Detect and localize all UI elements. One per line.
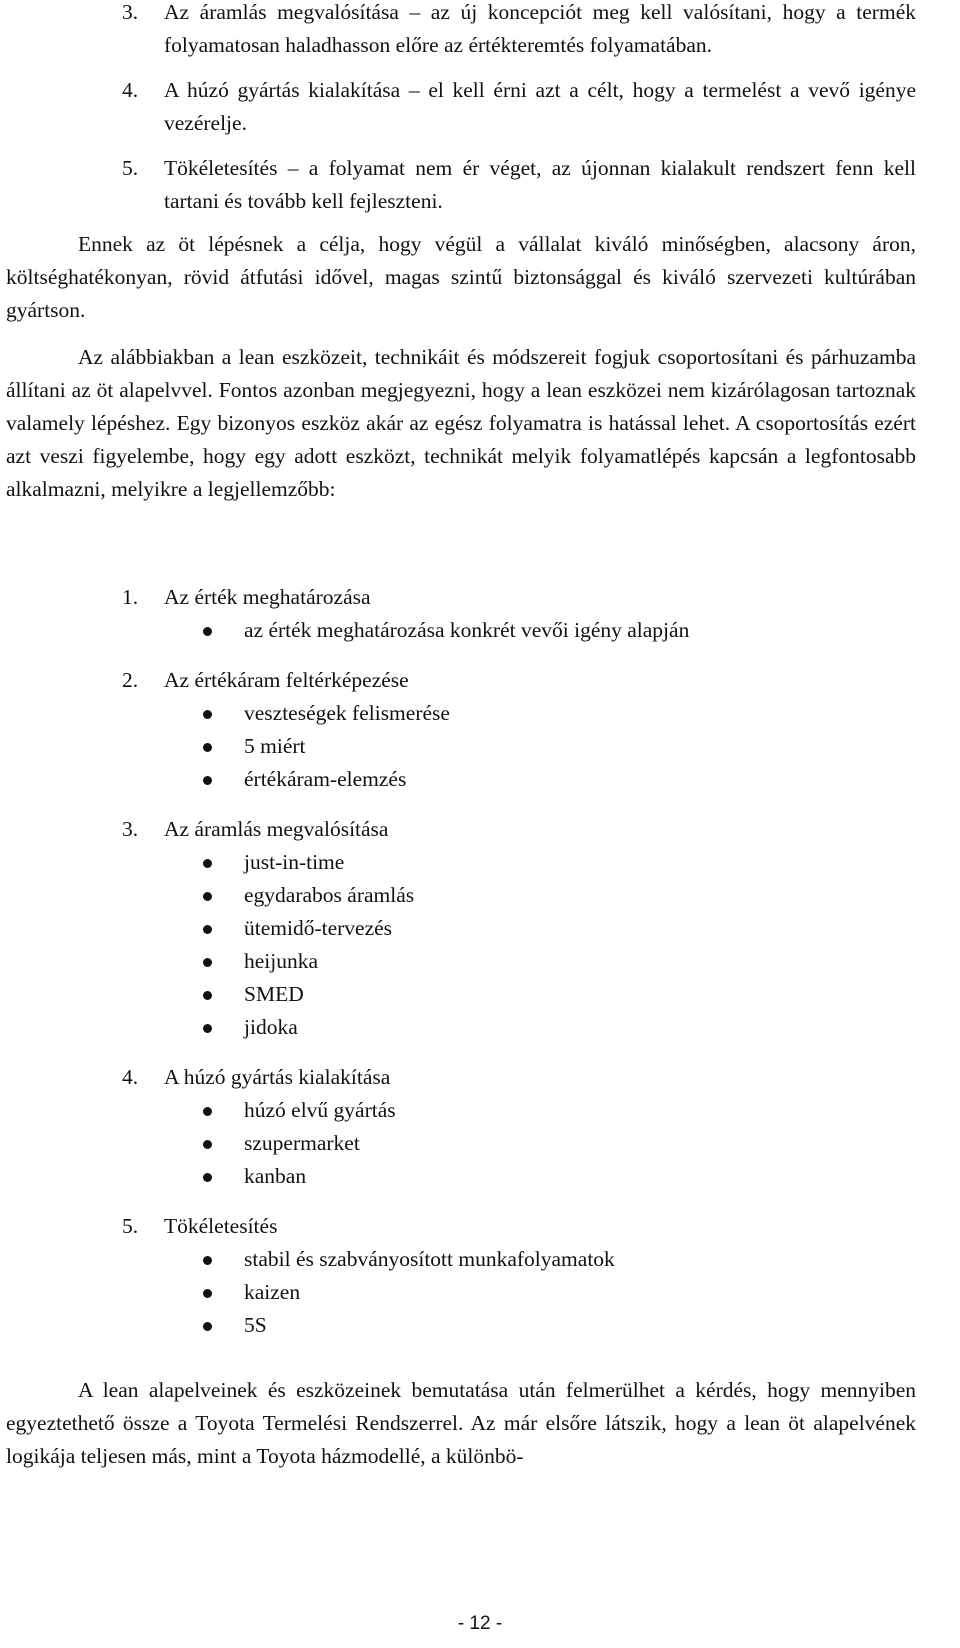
bullet-list: [0, 697, 960, 796]
bullet-item: [0, 1011, 960, 1044]
bullet-icon: [203, 1256, 212, 1265]
bullet-item: [0, 978, 960, 1011]
bullet-item: [0, 763, 960, 796]
list-item: [0, 152, 960, 218]
bullet-icon: [203, 776, 212, 785]
bullet-text: 5S: [244, 1313, 267, 1337]
bullet-text: ütemidő-tervezés: [244, 916, 393, 940]
list-item-text: Tökéletesítés – a folyamat nem ér véget, az újonnan kialakult rendszert fenn kell tartani és tovább kell fejleszteni.: [164, 156, 916, 213]
section-heading: [0, 581, 960, 614]
bullet-text: kaizen: [244, 1280, 301, 1304]
bullet-text: kanban: [244, 1164, 307, 1188]
list-number: 3.: [122, 0, 139, 24]
continued-numbered-list: [0, 0, 960, 230]
section-number: 1.: [122, 585, 139, 609]
bullet-item: [0, 730, 960, 763]
section-number: 4.: [122, 1065, 139, 1089]
paragraph-text: Az alábbiakban a lean eszközeit, technikáit és módszereit fogjuk csoportosítani és párhuzamba állítani az öt alapelvvel. Fontos azonban megjegyezni, hogy a lean eszközei nem kizárólagosan tartoznak valamely lépéshez. Egy bizonyos eszköz akár az egész folyamatra is hatással lehet. A csoportosítás ezért azt veszi figyelembe, hogy egy adott eszközt, technikát melyik folyamatlépés kapcsán a legfontosabb alkalmazni, melyikre a legjellemzőbb:: [6, 345, 916, 501]
bullet-icon: [203, 743, 212, 752]
bullet-item: [0, 945, 960, 978]
section-number: 2.: [122, 668, 139, 692]
bullet-icon: [203, 991, 212, 1000]
bullet-item: [0, 846, 960, 879]
outline-section: [0, 1061, 960, 1193]
section-heading: [0, 1210, 960, 1243]
bullet-list: [0, 1094, 960, 1193]
bullet-icon: [203, 859, 212, 868]
bullet-item: [0, 879, 960, 912]
bullet-icon: [203, 710, 212, 719]
bullet-icon: [203, 1107, 212, 1116]
section-number: 5.: [122, 1214, 139, 1238]
bullet-icon: [203, 1024, 212, 1033]
section-title: Az érték meghatározása: [164, 585, 371, 609]
bullet-item: [0, 614, 960, 647]
section-title: Tökéletesítés: [164, 1214, 278, 1238]
bullet-text: jidoka: [244, 1015, 298, 1039]
bullet-item: [0, 912, 960, 945]
bullet-text: just-in-time: [244, 850, 345, 874]
bullet-item: [0, 1127, 960, 1160]
bullet-list: [0, 614, 960, 647]
paragraph-goals: [6, 228, 916, 327]
bullet-icon: [203, 892, 212, 901]
bullet-icon: [203, 1322, 212, 1331]
outline-section: [0, 813, 960, 1044]
list-item-text: Az áramlás megvalósítása – az új koncepciót meg kell valósítani, hogy a termék folyamatosan haladhasson előre az értékteremtés folyamatában.: [164, 0, 916, 57]
section-heading: [0, 1061, 960, 1094]
outline-section: [0, 581, 960, 647]
section-number: 3.: [122, 817, 139, 841]
bullet-text: húzó elvű gyártás: [244, 1098, 396, 1122]
bullet-item: [0, 697, 960, 730]
section-title: Az áramlás megvalósítása: [164, 817, 389, 841]
bullet-item: [0, 1160, 960, 1193]
list-number: 4.: [122, 78, 139, 102]
bullet-text: stabil és szabványosított munkafolyamatok: [244, 1247, 615, 1271]
paragraph-conclusion: [6, 1374, 916, 1473]
bullet-item: [0, 1276, 960, 1309]
bullet-text: egydarabos áramlás: [244, 883, 415, 907]
bullet-text: szupermarket: [244, 1131, 360, 1155]
bullet-text: veszteségek felismerése: [244, 701, 450, 725]
paragraph-grouping: [6, 341, 916, 506]
bullet-text: SMED: [244, 982, 304, 1006]
bullet-icon: [203, 925, 212, 934]
bullet-text: heijunka: [244, 949, 319, 973]
paragraph-text: A lean alapelveinek és eszközeinek bemutatása után felmerülhet a kérdés, hogy mennyiben egyeztethető össze a Toyota Termelési Rendszerrel. Az már elsőre látszik, hogy a lean öt alapelvének logikája teljesen más, mint a Toyota házmodellé, a különbö-: [6, 1378, 916, 1468]
bullet-item: [0, 1094, 960, 1127]
paragraph-text: Ennek az öt lépésnek a célja, hogy végül a vállalat kiváló minőségben, alacsony áron, költséghatékonyan, rövid átfutási idővel, magas szintű biztonsággal és kiváló szervezeti kultúrában gyártson.: [6, 232, 916, 322]
section-heading: [0, 813, 960, 846]
page-number: - 12 -: [457, 1613, 503, 1634]
section-title: Az értékáram feltérképezése: [164, 668, 409, 692]
lean-tools-outline: [0, 581, 960, 1359]
bullet-text: értékáram-elemzés: [244, 767, 407, 791]
list-item: [0, 74, 960, 140]
outline-section: [0, 1210, 960, 1342]
bullet-icon: [203, 627, 212, 636]
list-number: 5.: [122, 156, 139, 180]
bullet-icon: [203, 1289, 212, 1298]
bullet-icon: [203, 1173, 212, 1182]
bullet-item: [0, 1309, 960, 1342]
list-item-text: A húzó gyártás kialakítása – el kell érni azt a célt, hogy a termelést a vevő igénye vezérelje.: [164, 78, 916, 135]
section-title: A húzó gyártás kialakítása: [164, 1065, 391, 1089]
list-item: [0, 0, 960, 62]
section-heading: [0, 664, 960, 697]
bullet-icon: [203, 1140, 212, 1149]
bullet-text: az érték meghatározása konkrét vevői igény alapján: [244, 618, 690, 642]
bullet-list: [0, 1243, 960, 1342]
bullet-icon: [203, 958, 212, 967]
bullet-list: [0, 846, 960, 1044]
bullet-item: [0, 1243, 960, 1276]
bullet-text: 5 miért: [244, 734, 306, 758]
outline-section: [0, 664, 960, 796]
